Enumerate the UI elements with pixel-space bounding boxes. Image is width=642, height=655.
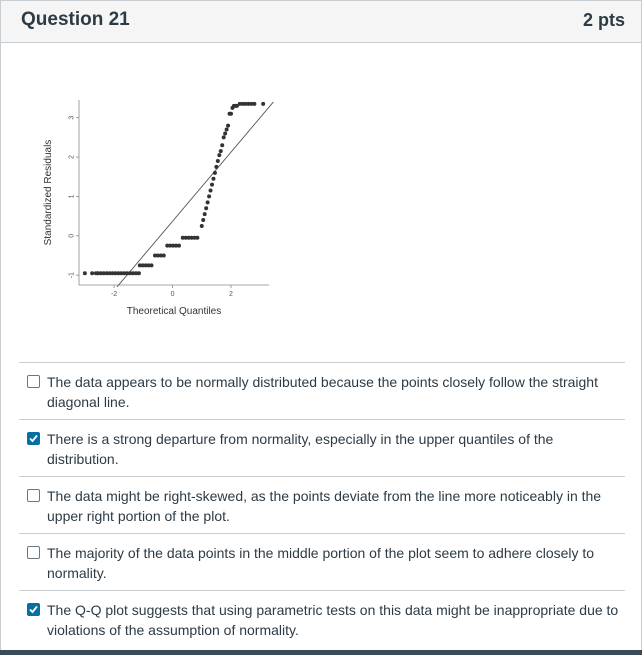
- data-point: [206, 200, 210, 204]
- data-point: [195, 236, 199, 240]
- data-point: [210, 183, 214, 187]
- data-point: [220, 143, 224, 147]
- answer-option-5[interactable]: [19, 590, 625, 647]
- answer-label-1: The data appears to be normally distributed because the points closely follow the straight diagonal line.: [47, 374, 598, 410]
- answer-label-2: There is a strong departure from normality, especially in the upper quantiles of the distribution.: [47, 431, 554, 467]
- data-point: [162, 253, 166, 257]
- y-tick-label: -1: [68, 272, 76, 279]
- answer-checkbox-2[interactable]: [27, 432, 40, 445]
- answer-label-5: The Q-Q plot suggests that using parametric tests on this data might be inappropriate due to violations of the assumption of normality.: [47, 602, 619, 638]
- data-point: [149, 263, 153, 267]
- data-point: [83, 271, 87, 275]
- qq-plot: [41, 96, 281, 326]
- data-point: [213, 171, 217, 175]
- data-point: [225, 128, 229, 132]
- answer-list: [19, 362, 625, 647]
- checkmark-icon: [29, 434, 38, 443]
- question-points: 2 pts: [582, 10, 625, 30]
- data-point: [216, 159, 220, 163]
- question-title: Question 21: [21, 9, 130, 30]
- data-point: [222, 135, 226, 139]
- x-tick-label: -2: [110, 291, 118, 298]
- data-point: [261, 102, 265, 106]
- data-point: [229, 112, 233, 116]
- answer-option-3[interactable]: [19, 476, 625, 533]
- checkmark-icon: [29, 605, 38, 614]
- x-tick-label: 2: [229, 291, 233, 298]
- data-point: [226, 124, 230, 128]
- answer-checkbox-1[interactable]: [27, 375, 40, 388]
- y-tick-label: 2: [68, 155, 76, 160]
- y-axis-label: Standardized Residuals: [43, 139, 54, 246]
- answer-option-2[interactable]: [19, 419, 625, 476]
- x-tick-label: 0: [170, 291, 175, 298]
- answer-option-4[interactable]: [19, 533, 625, 590]
- reference-line: [117, 102, 273, 287]
- answer-label-3: The data might be right-skewed, as the points deviate from the line more noticeably in the upper right portion of the plot.: [47, 488, 602, 524]
- y-tick-label: 3: [68, 115, 76, 120]
- data-point: [200, 224, 204, 228]
- data-point: [201, 218, 205, 222]
- x-axis-label: Theoretical Quantiles: [126, 306, 222, 317]
- answer-checkbox-4[interactable]: [27, 546, 40, 559]
- data-point: [219, 149, 223, 153]
- answer-checkbox-5[interactable]: [27, 603, 40, 616]
- y-tick-label: 0: [68, 233, 76, 238]
- data-point: [203, 212, 207, 216]
- data-point: [252, 102, 256, 106]
- answer-label-4: The majority of the data points in the middle portion of the plot seem to adhere closely to normality.: [47, 545, 595, 581]
- bottom-bar: [0, 650, 642, 655]
- y-tick-label: 1: [68, 194, 76, 199]
- data-point: [223, 131, 227, 135]
- question-header: [1, 1, 641, 43]
- data-point: [217, 153, 221, 157]
- answer-option-1[interactable]: [19, 362, 625, 419]
- data-point: [137, 271, 141, 275]
- data-point: [177, 244, 181, 248]
- data-point: [214, 165, 218, 169]
- data-point: [211, 177, 215, 181]
- data-point: [207, 194, 211, 198]
- data-point: [204, 206, 208, 210]
- answer-checkbox-3[interactable]: [27, 489, 40, 502]
- data-point: [90, 271, 94, 275]
- data-point: [209, 189, 213, 193]
